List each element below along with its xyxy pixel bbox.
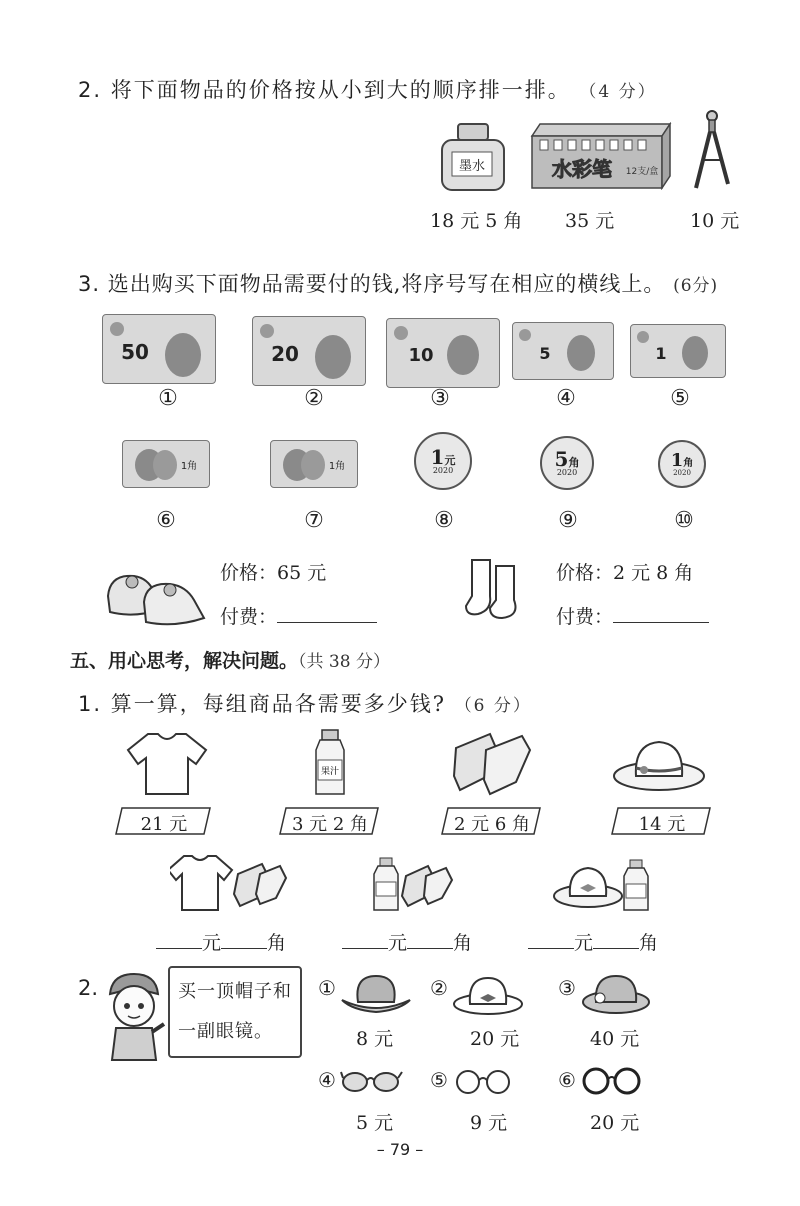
banknote-1-value: 1 <box>655 344 667 363</box>
answer-2-jiao-unit: 角 <box>453 932 473 954</box>
q2-prompt <box>78 74 657 104</box>
combo-juice-socks-icon <box>372 856 456 914</box>
glasses-6-price: 20 元 <box>590 1112 640 1134</box>
q3-number: 3. <box>78 272 101 296</box>
answer-combo-2 <box>342 928 472 955</box>
combo-shirt-socks-icon <box>170 852 290 914</box>
answer-1-yuan-unit: 元 <box>202 932 222 954</box>
glasses-4-label: ④ <box>318 1068 336 1092</box>
answer-2-yuan-blank[interactable] <box>342 932 388 949</box>
answer-combo-1 <box>156 928 286 955</box>
shoes-price: 65 元 <box>277 562 327 584</box>
q51-number: 1. <box>78 692 103 716</box>
coin-5-jiao <box>540 436 594 490</box>
watercolor-pens-sub: 12支/盒 <box>625 167 659 177</box>
watercolor-pens-label: 水彩笔 <box>552 157 612 181</box>
coin-1-jiao-value: 1 <box>670 449 684 471</box>
answer-combo-3 <box>528 928 658 955</box>
coin-1-yuan-unit: 元 <box>444 454 456 467</box>
glasses-6-label: ⑥ <box>558 1068 576 1092</box>
glasses-4-price: 5 元 <box>356 1112 394 1134</box>
q2-score: （4 分） <box>579 82 657 102</box>
ink-bottle-label: 墨水 <box>458 159 486 174</box>
speech-line-2: 一副眼镜。 <box>178 1021 273 1042</box>
ink-price: 18 元 5 角 <box>430 210 523 232</box>
coin-1-yuan-year: 2020 <box>432 466 454 475</box>
q52-number: 2. <box>78 976 99 1000</box>
banknote-1jiao-a <box>122 440 210 488</box>
coin-5-jiao-unit: 角 <box>568 456 580 469</box>
note-label-3: ③ <box>430 386 450 411</box>
note-label-1: ① <box>158 386 178 411</box>
flower-hat-icon <box>580 972 650 1016</box>
banknote-1jiao-b-value: 1角 <box>328 461 346 472</box>
answer-3-jiao-blank[interactable] <box>593 932 639 949</box>
coin-1-jiao-unit: 角 <box>683 457 694 469</box>
small-label-8: ⑧ <box>434 508 454 533</box>
q3-score: (6分) <box>673 276 719 296</box>
socks-price-line <box>556 558 693 585</box>
watercolor-pen-box-icon <box>530 122 672 190</box>
glasses-5-label: ⑤ <box>430 1068 448 1092</box>
coin-1-jiao <box>658 440 706 488</box>
juice-price: 3 元 2 角 <box>291 814 369 835</box>
shoes-price-label: 价格： <box>220 562 278 584</box>
juice-bottle-icon <box>312 728 348 798</box>
hat-1-label: ① <box>318 976 336 1000</box>
socks-pay-label: 付费： <box>556 606 614 628</box>
banknote-5 <box>512 322 614 380</box>
combo-hat-juice-icon <box>552 856 652 914</box>
small-label-7: ⑦ <box>304 508 324 533</box>
shirt-icon <box>126 730 208 796</box>
answer-3-yuan-unit: 元 <box>574 932 594 954</box>
ink-bottle-icon <box>440 122 506 192</box>
banknote-5-value: 5 <box>539 344 551 363</box>
round-glasses-icon <box>452 1066 516 1096</box>
answer-1-yuan-blank[interactable] <box>156 932 202 949</box>
answer-2-yuan-unit: 元 <box>388 932 408 954</box>
coin-1-jiao-year: 2020 <box>673 468 691 477</box>
page-number: – 79 – <box>376 1140 424 1159</box>
banknote-10 <box>386 318 500 388</box>
sunglasses-icon <box>340 1066 404 1096</box>
banknote-20-value: 20 <box>271 342 299 366</box>
q3-prompt <box>78 268 718 298</box>
shirt-price: 21 元 <box>140 814 188 835</box>
q51-text: 算一算，每组商品各需要多少钱? <box>110 692 446 716</box>
note-label-5: ⑤ <box>670 386 690 411</box>
speech-line-1: 买一顶帽子和 <box>178 981 292 1002</box>
q3-text: 选出购买下面物品需要付的钱,将序号写在相应的横线上。 <box>107 272 666 296</box>
socks-pair-icon <box>450 728 536 798</box>
q51-prompt <box>78 688 532 718</box>
banknote-50-value: 50 <box>121 340 149 364</box>
small-label-6: ⑥ <box>156 508 176 533</box>
coin-5-jiao-year: 2020 <box>556 468 578 477</box>
hat-1-price: 8 元 <box>356 1028 394 1050</box>
pens-price: 35 元 <box>565 210 615 232</box>
section5-score: （共 38 分） <box>298 652 390 672</box>
sun-hat-icon <box>452 974 524 1016</box>
answer-1-jiao-unit: 角 <box>267 932 287 954</box>
banknote-1jiao-a-value: 1角 <box>180 461 198 472</box>
socks-pair-price: 2 元 6 角 <box>453 814 531 835</box>
banknote-20 <box>252 316 366 386</box>
socks-icon <box>462 556 542 622</box>
note-label-4: ④ <box>556 386 576 411</box>
small-label-9: ⑨ <box>558 508 578 533</box>
compass-icon <box>690 108 736 192</box>
shoes-pay-blank[interactable] <box>277 604 377 623</box>
note-label-2: ② <box>304 386 324 411</box>
answer-3-yuan-blank[interactable] <box>528 932 574 949</box>
speech-bubble <box>168 966 302 1058</box>
small-label-10: ⑩ <box>674 508 694 533</box>
coin-5-jiao-value: 5 <box>554 447 569 471</box>
socks-price-label: 价格： <box>556 562 614 584</box>
answer-2-jiao-blank[interactable] <box>407 932 453 949</box>
q51-score: （6 分） <box>454 696 532 716</box>
answer-1-jiao-blank[interactable] <box>221 932 267 949</box>
banknote-10-value: 10 <box>408 345 434 366</box>
shoes-pay-label: 付费： <box>220 606 278 628</box>
q2-text: 将下面物品的价格按从小到大的顺序排一排。 <box>110 78 571 102</box>
hat-2-price: 20 元 <box>470 1028 520 1050</box>
socks-price: 2 元 8 角 <box>613 562 694 584</box>
answer-3-jiao-unit: 角 <box>639 932 659 954</box>
cowboy-hat-icon <box>340 972 412 1016</box>
juice-label: 果汁 <box>320 767 340 777</box>
section5-title: 五、用心思考，解决问题。 <box>70 650 299 672</box>
hat-2-label: ② <box>430 976 448 1000</box>
banknote-1 <box>630 324 726 378</box>
socks-pay-line <box>556 602 709 629</box>
socks-pay-blank[interactable] <box>613 604 709 623</box>
hat-3-label: ③ <box>558 976 576 1000</box>
banknote-50 <box>102 314 216 384</box>
shoes-icon <box>104 552 210 628</box>
banknote-1jiao-b <box>270 440 358 488</box>
hat-3-price: 40 元 <box>590 1028 640 1050</box>
hat-icon <box>612 734 706 794</box>
boy-character-icon <box>100 970 166 1062</box>
hat-price: 14 元 <box>638 814 686 835</box>
coin-1-yuan <box>414 432 472 490</box>
compass-price: 10 元 <box>690 210 740 232</box>
glasses-5-price: 9 元 <box>470 1112 508 1134</box>
coin-1-yuan-value: 1 <box>430 445 445 469</box>
q2-number: 2. <box>78 78 103 102</box>
section5-heading <box>70 646 390 673</box>
shoes-price-line <box>220 558 326 585</box>
shoes-pay-line <box>220 602 377 629</box>
thick-glasses-icon <box>580 1064 644 1096</box>
